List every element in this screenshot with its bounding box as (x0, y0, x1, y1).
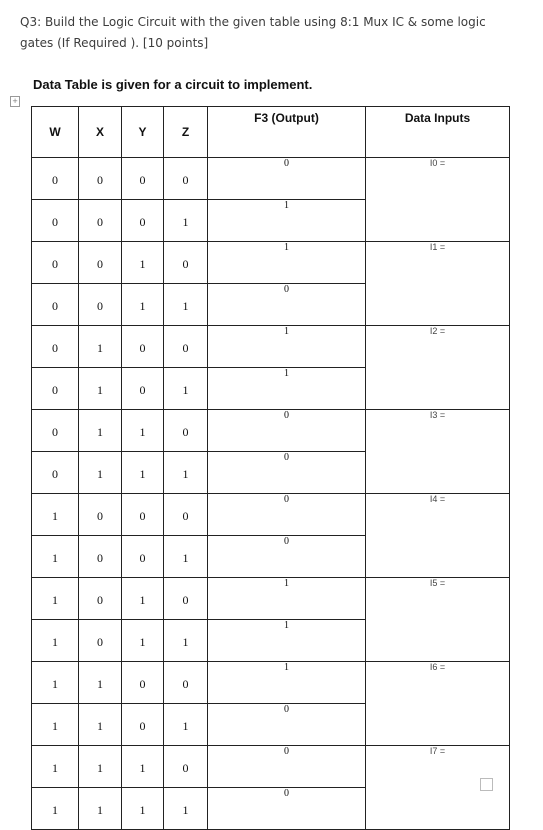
cell-y (122, 158, 164, 200)
cell-z-value: 0 (182, 761, 189, 775)
truth-table (31, 106, 510, 830)
cell-w-value: 0 (52, 215, 58, 229)
cell-f3-output: 1 (208, 662, 366, 704)
cell-x-value: 1 (97, 677, 103, 691)
cell-x-value: 1 (97, 425, 103, 439)
cell-x (79, 620, 122, 662)
cell-x (79, 662, 122, 704)
table-row (32, 662, 510, 704)
cell-w-value: 0 (52, 173, 58, 187)
cell-y (122, 326, 164, 368)
cell-y (122, 536, 164, 578)
cell-w-value: 1 (52, 719, 58, 733)
cell-w (32, 620, 79, 662)
cell-z-value: 0 (182, 341, 189, 355)
cell-f3-output: 0 (208, 410, 366, 452)
cell-y-value: 1 (139, 761, 146, 775)
header-output: F3 (Output) (208, 107, 366, 158)
cell-x-value: 1 (97, 383, 103, 397)
checkbox-icon[interactable] (480, 778, 493, 791)
cell-x (79, 242, 122, 284)
cell-z (164, 788, 208, 830)
table-header-row (32, 107, 510, 158)
cell-w (32, 242, 79, 284)
header-w: W (32, 107, 79, 158)
cell-w (32, 200, 79, 242)
cell-x-value: 0 (97, 173, 103, 187)
cell-x-value: 1 (97, 761, 103, 775)
cell-z (164, 158, 208, 200)
cell-x (79, 452, 122, 494)
cell-x (79, 200, 122, 242)
table-row (32, 410, 510, 452)
cell-z-value: 1 (182, 467, 189, 481)
cell-y-value: 0 (139, 383, 146, 397)
table-row (32, 494, 510, 536)
cell-y-value: 1 (139, 593, 146, 607)
cell-w (32, 662, 79, 704)
cell-x-value: 0 (97, 215, 103, 229)
cell-z (164, 494, 208, 536)
cell-x-value: 0 (97, 635, 103, 649)
cell-x-value: 0 (97, 299, 103, 313)
cell-y (122, 788, 164, 830)
cell-x (79, 494, 122, 536)
table-row (32, 326, 510, 368)
cell-w-value: 0 (52, 299, 58, 313)
cell-f3-output: 1 (208, 242, 366, 284)
cell-x-value: 0 (97, 593, 103, 607)
cell-w (32, 452, 79, 494)
cell-z (164, 242, 208, 284)
cell-w-value: 1 (52, 635, 58, 649)
cell-z-value: 0 (182, 425, 189, 439)
cell-z (164, 326, 208, 368)
cell-w (32, 704, 79, 746)
cell-x (79, 158, 122, 200)
header-x: X (79, 107, 122, 158)
table-row (32, 746, 510, 788)
cell-x-value: 0 (97, 509, 103, 523)
cell-f3-output: 1 (208, 578, 366, 620)
cell-w (32, 410, 79, 452)
cell-f3-output: 1 (208, 200, 366, 242)
cell-y-value: 1 (139, 425, 146, 439)
cell-z (164, 536, 208, 578)
cell-y-value: 0 (139, 677, 146, 691)
cell-z-value: 1 (182, 215, 189, 229)
cell-z (164, 704, 208, 746)
cell-w (32, 494, 79, 536)
table-heading: Data Table is given for a circuit to implement. (33, 77, 313, 92)
cell-f3-output: 0 (208, 788, 366, 830)
cell-y (122, 284, 164, 326)
cell-z-value: 1 (182, 635, 189, 649)
cell-data-input[interactable]: I1 = (366, 242, 510, 326)
cell-z (164, 452, 208, 494)
cell-y (122, 578, 164, 620)
cell-z-value: 1 (182, 803, 189, 817)
question-text: Q3: Build the Logic Circuit with the given table using 8:1 Mux IC & some logic gates (If Required ). [10 points] (20, 15, 486, 50)
cell-f3-output: 1 (208, 326, 366, 368)
cell-z (164, 410, 208, 452)
cell-f3-output: 0 (208, 158, 366, 200)
cell-z (164, 368, 208, 410)
cell-z (164, 578, 208, 620)
cell-w (32, 578, 79, 620)
cell-x-value: 0 (97, 551, 103, 565)
cell-data-input[interactable]: I0 = (366, 158, 510, 242)
cell-data-input[interactable]: I5 = (366, 578, 510, 662)
cell-y-value: 1 (139, 467, 146, 481)
header-z: Z (164, 107, 208, 158)
cell-x (79, 536, 122, 578)
cell-f3-output: 0 (208, 494, 366, 536)
cell-z-value: 1 (182, 299, 189, 313)
cell-z-value: 0 (182, 509, 189, 523)
cell-data-input[interactable]: I7 = (366, 746, 510, 830)
cell-w (32, 368, 79, 410)
cell-y (122, 452, 164, 494)
cell-x (79, 368, 122, 410)
cell-w-value: 0 (52, 341, 58, 355)
cell-x (79, 326, 122, 368)
cell-y-value: 1 (139, 635, 146, 649)
cell-y-value: 1 (139, 257, 146, 271)
table-row (32, 578, 510, 620)
cell-y-value: 0 (139, 509, 146, 523)
cell-z-value: 0 (182, 593, 189, 607)
cell-y (122, 410, 164, 452)
cell-y (122, 368, 164, 410)
header-y: Y (122, 107, 164, 158)
cell-data-input[interactable]: I2 = (366, 326, 510, 410)
cell-z-value: 1 (182, 719, 189, 733)
cell-f3-output: 0 (208, 746, 366, 788)
cell-y-value: 1 (139, 803, 146, 817)
cell-y-value: 0 (139, 215, 146, 229)
cell-f3-output: 0 (208, 536, 366, 578)
cell-x-value: 1 (97, 467, 103, 481)
cell-z (164, 662, 208, 704)
cell-y-value: 0 (139, 551, 146, 565)
cell-f3-output: 1 (208, 368, 366, 410)
cell-y-value: 1 (139, 299, 146, 313)
header-data-inputs: Data Inputs (366, 107, 510, 158)
cell-x (79, 746, 122, 788)
cell-data-input[interactable]: I6 = (366, 662, 510, 746)
cell-y (122, 704, 164, 746)
cell-y (122, 746, 164, 788)
cell-f3-output: 1 (208, 620, 366, 662)
cell-w-value: 0 (52, 425, 58, 439)
cell-y-value: 0 (139, 341, 146, 355)
cell-z-value: 0 (182, 257, 189, 271)
cell-x-value: 0 (97, 257, 103, 271)
cell-z-value: 0 (182, 173, 189, 187)
cell-w (32, 284, 79, 326)
cell-w-value: 1 (52, 593, 58, 607)
cell-x-value: 1 (97, 341, 103, 355)
cell-w-value: 0 (52, 467, 58, 481)
cell-y-value: 0 (139, 719, 146, 733)
cell-y (122, 242, 164, 284)
cell-x-value: 1 (97, 803, 103, 817)
cell-w-value: 0 (52, 383, 58, 397)
cell-x (79, 788, 122, 830)
cell-w-value: 1 (52, 761, 58, 775)
table-move-handle-icon[interactable]: + (10, 96, 20, 107)
cell-z (164, 200, 208, 242)
cell-x (79, 704, 122, 746)
cell-x-value: 1 (97, 719, 103, 733)
cell-z-value: 1 (182, 383, 189, 397)
cell-z (164, 746, 208, 788)
cell-w (32, 536, 79, 578)
cell-w-value: 1 (52, 551, 58, 565)
cell-w (32, 158, 79, 200)
cell-z-value: 1 (182, 551, 189, 565)
cell-data-input[interactable]: I3 = (366, 410, 510, 494)
table-row (32, 242, 510, 284)
cell-w-value: 1 (52, 509, 58, 523)
cell-y (122, 620, 164, 662)
cell-y (122, 662, 164, 704)
table-row (32, 158, 510, 200)
cell-w-value: 1 (52, 677, 58, 691)
cell-y-value: 0 (139, 173, 146, 187)
cell-z (164, 284, 208, 326)
cell-x (79, 578, 122, 620)
cell-y (122, 494, 164, 536)
cell-z (164, 620, 208, 662)
cell-w (32, 788, 79, 830)
cell-f3-output: 0 (208, 704, 366, 746)
cell-data-input[interactable]: I4 = (366, 494, 510, 578)
cell-z-value: 0 (182, 677, 189, 691)
cell-w (32, 746, 79, 788)
cell-f3-output: 0 (208, 284, 366, 326)
cell-w (32, 326, 79, 368)
cell-x (79, 284, 122, 326)
cell-x (79, 410, 122, 452)
cell-f3-output: 0 (208, 452, 366, 494)
cell-w-value: 1 (52, 803, 58, 817)
cell-w-value: 0 (52, 257, 58, 271)
cell-y (122, 200, 164, 242)
